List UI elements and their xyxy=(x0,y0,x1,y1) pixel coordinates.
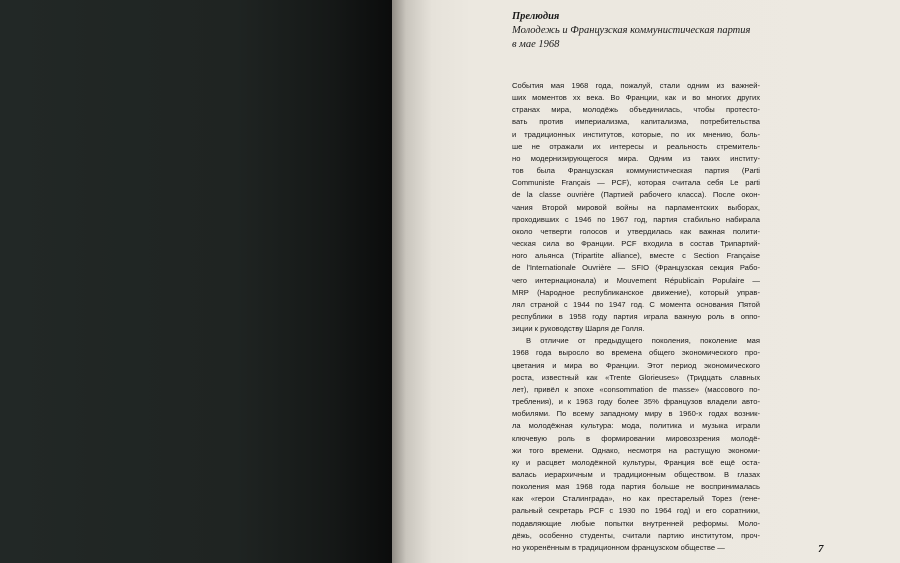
text-line: de la classe ouvrière (Партией рабочего класса). После окон- xyxy=(512,190,760,200)
text-line: ключевую роль в формировании мировоззрения молодё- xyxy=(512,433,760,443)
text-line: чания Второй мировой войны на парламентских выборах, xyxy=(512,202,760,212)
text-line: жи того времени. Однако, несмотря на растущую экономи- xyxy=(512,445,760,455)
text-line: поколения мая 1968 года партия больше не воспринималась xyxy=(512,482,760,492)
subtitle-line: в мае 1968 xyxy=(512,39,560,50)
subtitle-line: Молодежь и Французская коммунистическая партия xyxy=(512,25,751,36)
left-page-blank xyxy=(0,0,392,563)
text-line: но укоренённым в традиционном французском обществе — xyxy=(512,542,725,552)
text-line: роста, известный как «Trente Glorieuses» (Тридцать славных xyxy=(512,372,760,382)
text-line: подавляющие любые попытки внутренней реформы. Моло- xyxy=(512,518,760,528)
text-line: de l'Internationale Ouvrière — SFIO (Французская секция Рабо- xyxy=(512,263,760,273)
text-line: как «герои Сталинграда», но как престарелый Торез (гене- xyxy=(512,494,760,504)
text-line: MRP (Народное республиканское движение), который управ- xyxy=(512,287,760,297)
text-line: ку и расцвет молодёжной культуры, Франция всё ещё оста- xyxy=(512,457,760,467)
chapter-title: Прелюдия xyxy=(512,11,560,22)
text-line: В отличие от предыдущего поколения, поколение мая xyxy=(526,336,760,346)
text-line: странах мира, молодёжь объединилась, чтобы протесто- xyxy=(512,105,760,115)
text-line: цветания и мира во Франции. Этот период экономического xyxy=(512,360,760,370)
text-line: тов была Французская коммунистическая партия (Parti xyxy=(512,166,760,176)
body-text xyxy=(512,80,760,554)
text-line: мобилями. По всему западному миру в 1960-х годах возник- xyxy=(512,409,760,419)
chapter-subtitle xyxy=(512,24,760,52)
text-line: лял страной с 1944 по 1947 год. С момента основания Пятой xyxy=(512,299,760,309)
text-line: проходивших с 1946 по 1967 год, партия стабильно набирала xyxy=(512,214,760,224)
text-line: республики в 1958 году партия играла важную роль в оппо- xyxy=(512,311,760,321)
page-content xyxy=(512,10,760,554)
paragraph-2 xyxy=(512,335,760,554)
text-line: ших моментов xx века. Во Франции, как и во многих других xyxy=(512,93,760,103)
text-line: и традиционных институтов, которые, по их мнению, боль- xyxy=(512,129,760,139)
text-line: около четверти голосов и утвердилась как важная полити- xyxy=(512,226,760,236)
text-line: 1968 года выросло во времена общего экономического про- xyxy=(512,348,760,358)
text-line: ческая сила во Франции. PCF входила в состав Трипартий- xyxy=(512,239,760,249)
page-number: 7 xyxy=(818,543,824,555)
text-line: Communiste Français — PCF), которая считала себя Le parti xyxy=(512,178,760,188)
text-line: лет), привёл к эпохе «consommation de masse» (массового по- xyxy=(512,384,760,394)
paragraph-1 xyxy=(512,80,760,335)
text-line: дёжь, особенно студенты, считали партию институтом, проч- xyxy=(512,530,760,540)
text-line: требления), и к 1963 году более 35% французов владели авто- xyxy=(512,397,760,407)
text-line: чего интернационала) и Mouvement Républicain Populaire — xyxy=(512,275,760,285)
text-line: зиции к руководству Шарля де Голля. xyxy=(512,324,645,334)
text-line: ного альянса (Tripartite alliance), вместе с Section Française xyxy=(512,251,760,261)
text-line: События мая 1968 года, пожалуй, стали одним из важней- xyxy=(512,81,760,90)
text-line: валась иерархичным и традиционным обществом. В глазах xyxy=(512,470,760,479)
text-line: вать против империализма, капитализма, потребительства xyxy=(512,117,760,127)
text-line: ше не отражали их интересы и реальность стремитель- xyxy=(512,141,760,151)
text-line: ла молодёжная культура: мода, политика и музыка играли xyxy=(512,421,760,431)
text-line: ральный секретарь PCF с 1930 по 1964 год) и его соратники, xyxy=(512,506,760,516)
text-line: но модернизирующегося мира. Одним из таких институ- xyxy=(512,153,760,163)
